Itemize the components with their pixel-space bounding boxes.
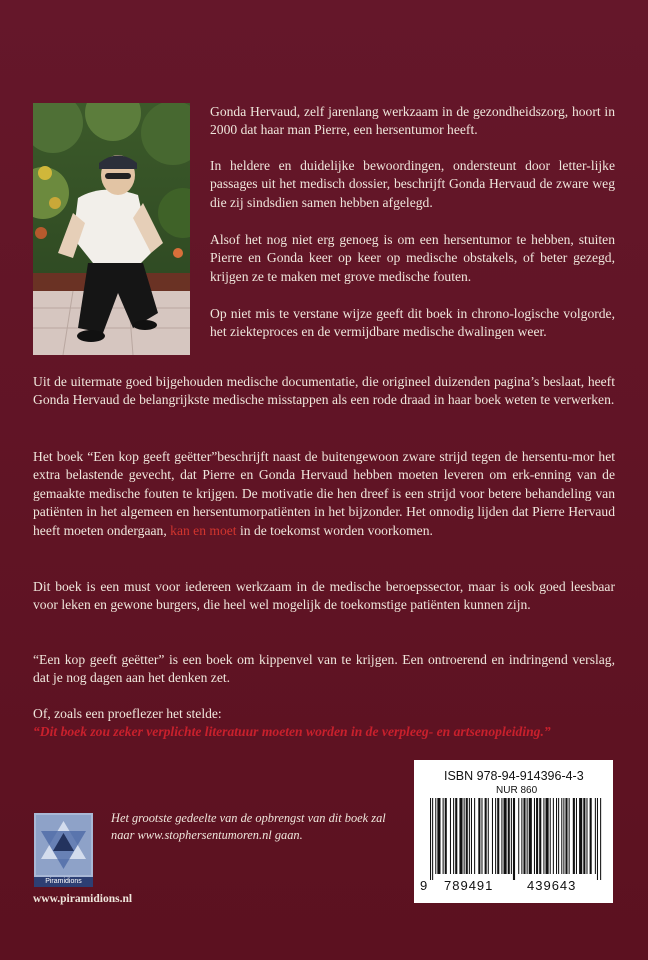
isbn-label: ISBN 978-94-914396-4-3 bbox=[444, 769, 584, 783]
publisher-logo-label: Piramidions bbox=[34, 877, 93, 887]
nur-label: NUR 860 bbox=[496, 785, 538, 796]
reviewer-quote: “Dit boek zou zeker verplichte literatuur moeten worden in de verpleeg- en artsenopleiding.” bbox=[33, 724, 551, 740]
barcode-digits-right: 439643 bbox=[527, 878, 577, 893]
barcode-block bbox=[414, 760, 613, 903]
barcode-digits-left: 789491 bbox=[444, 878, 494, 893]
body-paragraph-4: “Een kop geeft geëtter” is een boek om kippenvel van te krijgen. Een ontroerend en indringend verslag, dat je nog dagen aan het denken zet. bbox=[33, 652, 615, 686]
barcode-digit-first: 9 bbox=[420, 878, 429, 893]
author-photo bbox=[33, 103, 190, 355]
proceeds-note: Het grootste gedeelte van de opbrengst van dit boek zal naar www.stophersentumoren.nl gaan. bbox=[111, 811, 386, 842]
intro-paragraph-4: Op niet mis te verstane wijze geeft dit boek in chrono-logische volgorde, het ziekteproces en de vermijdbare medische dwalingen weer. bbox=[210, 306, 615, 340]
highlight-text: kan en moet bbox=[170, 522, 237, 538]
body-paragraph-1: Uit de uitermate goed bijgehouden medische documentatie, die origineel duizenden pagina’s beslaat, heeft Gonda Hervaud de belangrijkste medische misstappen als een rode draad in haar boek weten te verwerken. bbox=[33, 374, 615, 408]
intro-paragraph-2: In heldere en duidelijke bewoordingen, ondersteunt door letter-lijke passages uit het medisch dossier, beschrijft Gonda Hervaud de zware weg die zij sindsdien samen hebben afgelegd. bbox=[210, 158, 615, 210]
barcode-bars bbox=[428, 798, 604, 880]
quote-intro: Of, zoals een proeflezer het stelde: bbox=[33, 706, 222, 721]
body-paragraph-2-end: in de toekomst worden voorkomen. bbox=[236, 522, 433, 538]
body-paragraph-2-text: Het boek “Een kop geeft geëtter”beschrijft naast de buitengewoon zware strijd tegen de hersentu-mor het extra belastende gevecht, dat Pierre en Gonda Hervaud hebben moeten leveren om erk-enning van de gemaakte medische fouten te krijgen. De motivatie die hen dreef is een strijd voor betere behandeling van patiënten in het algemeen en hersentumorpatiënten in het bijzonder. Het onnodig lijden dat Pierre Hervaud heeft moeten ondergaan, bbox=[33, 449, 615, 538]
intro-paragraph-3: Alsof het nog niet erg genoeg is om een hersentumor te hebben, stuiten Pierre en Gonda keer op keer op medische obstakels, of beter gezegd, krijgen ze te maken met grove medische fouten. bbox=[210, 232, 615, 284]
body-paragraph-2 bbox=[33, 448, 615, 540]
intro-paragraph-1: Gonda Hervaud, zelf jarenlang werkzaam in de gezondheidszorg, hoort in 2000 dat haar man Pierre, een hersentumor heeft. bbox=[210, 104, 615, 138]
body-paragraph-3: Dit boek is een must voor iedereen werkzaam in de medische beroepssector, maar is ook goed leesbaar voor leken en gewone burgers, die heel wel mogelijk de toekomstige patiënten kunnen zijn. bbox=[33, 579, 615, 613]
publisher-website[interactable]: www.piramidions.nl bbox=[33, 893, 133, 905]
publisher-logo bbox=[34, 813, 93, 884]
body-paragraph-5 bbox=[33, 705, 615, 742]
